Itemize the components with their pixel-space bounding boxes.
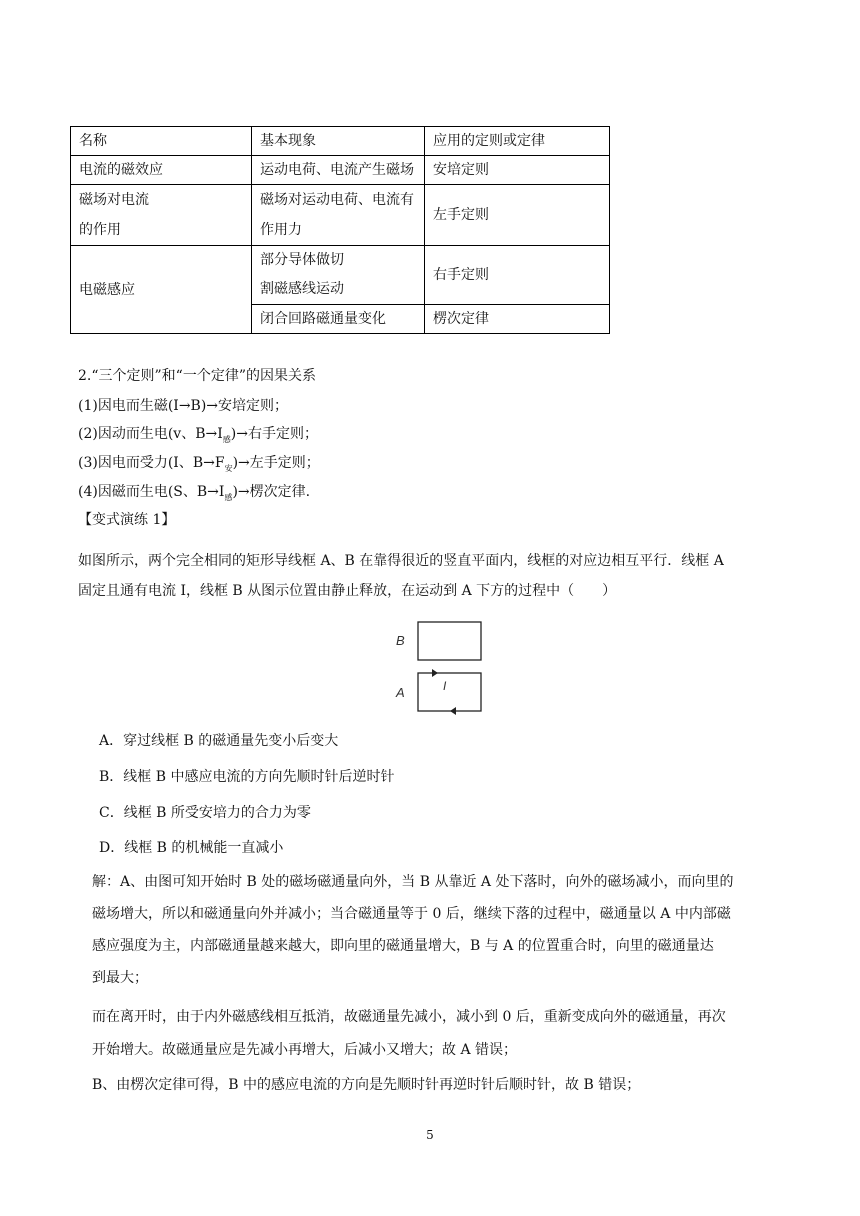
cell-line: 割磁感线运动 bbox=[260, 281, 344, 297]
cell-line: 的作用 bbox=[79, 222, 121, 238]
subscript: 感 bbox=[224, 493, 233, 502]
solution-line: 解：A、由图可知开始时 B 处的磁场磁通量向外，当 B 从靠近 A 处下落时，向外的磁场减小，而向里的 bbox=[92, 874, 734, 890]
label-current: I bbox=[443, 679, 447, 693]
frame-a bbox=[418, 673, 481, 711]
list-item-text: )→右手定则； bbox=[230, 426, 318, 442]
rules-table bbox=[70, 126, 610, 334]
solution-line: 而在离开时，由于内外磁感线相互抵消，故磁通量先减小，减小到 0 后，重新变成向外的磁通量，再次 bbox=[92, 1009, 726, 1025]
option-b: B．线框 B 中感应电流的方向先顺时针后逆时针 bbox=[99, 769, 395, 785]
table-cell: 运动电荷、电流产生磁场 bbox=[252, 156, 425, 185]
exercise-heading: 【变式演练 1】 bbox=[78, 512, 176, 528]
table-row bbox=[71, 156, 610, 185]
table-cell bbox=[252, 246, 425, 305]
table-row bbox=[71, 185, 610, 246]
list-item-text: )→楞次定律. bbox=[232, 484, 311, 500]
table-cell: 闭合回路磁通量变化 bbox=[252, 305, 425, 334]
question-line: 如图所示，两个完全相同的矩形导线框 A、B 在靠得很近的竖直平面内，线框的对应边相互平行．线框 A bbox=[78, 553, 724, 569]
arrow-left-icon bbox=[450, 707, 456, 715]
page-number: 5 bbox=[426, 1128, 434, 1142]
solution-line: 磁场增大，所以和磁通量向外并减小；当合磁通量等于 0 后，继续下落的过程中，磁通量以 A 中内部磁 bbox=[92, 906, 731, 922]
list-item-text: (3)因电而受力(I、B→F bbox=[78, 455, 225, 471]
table-cell bbox=[252, 185, 425, 246]
table-cell: 右手定则 bbox=[425, 246, 610, 305]
label-b: B bbox=[396, 633, 405, 648]
section-title: 2.“三个定则”和“一个定律”的因果关系 bbox=[78, 368, 316, 384]
arrow-right-icon bbox=[432, 669, 438, 677]
table-cell: 电流的磁效应 bbox=[71, 156, 252, 185]
subscript: 安 bbox=[224, 464, 233, 473]
cell-line: 部分导体做切 bbox=[260, 252, 344, 268]
label-a: A bbox=[396, 685, 405, 700]
list-item-text: (4)因磁而生电(S、B→I bbox=[78, 484, 225, 500]
option-d: D．线框 B 的机械能一直减小 bbox=[99, 840, 284, 856]
table-cell: 电磁感应 bbox=[71, 246, 252, 334]
solution-line: 到最大； bbox=[92, 970, 148, 986]
list-item bbox=[78, 482, 310, 504]
list-item-text: (2)因动而生电(v、B→I bbox=[78, 426, 223, 442]
solution-line: 开始增大。故磁通量应是先减小再增大，后减小又增大；故 A 错误； bbox=[92, 1042, 518, 1058]
frame-b bbox=[418, 622, 481, 660]
option-c: C．线框 B 所受安培力的合力为零 bbox=[99, 805, 311, 821]
table-cell: 楞次定律 bbox=[425, 305, 610, 334]
list-item bbox=[78, 424, 318, 446]
coils-figure bbox=[388, 614, 492, 718]
table-header-cell: 应用的定则或定律 bbox=[425, 127, 610, 156]
subscript: 感 bbox=[222, 435, 231, 444]
solution-line: B、由楞次定律可得，B 中的感应电流的方向是先顺时针再逆时针后顺时针，故 B 错误； bbox=[92, 1077, 641, 1093]
table-cell: 左手定则 bbox=[425, 185, 610, 246]
cell-line: 磁场对运动电荷、电流有 bbox=[260, 192, 414, 208]
solution-line: 感应强度为主，内部磁通量越来越大，即向里的磁通量增大，B 与 A 的位置重合时，向里的磁通量达 bbox=[92, 938, 714, 954]
list-item-text: )→左手定则； bbox=[232, 455, 320, 471]
question-line: 固定且通有电流 I，线框 B 从图示位置由静止释放，在运动到 A 下方的过程中（ ） bbox=[78, 583, 617, 599]
table-cell: 安培定则 bbox=[425, 156, 610, 185]
list-item: (1)因电而生磁(I→B)→安培定则； bbox=[78, 398, 289, 414]
table-header-row bbox=[71, 127, 610, 156]
cell-line: 作用力 bbox=[260, 222, 302, 238]
table-cell bbox=[71, 185, 252, 246]
table-header-cell: 基本现象 bbox=[252, 127, 425, 156]
table-row bbox=[71, 246, 610, 305]
option-a: A．穿过线框 B 的磁通量先变小后变大 bbox=[99, 733, 339, 749]
table-header-cell: 名称 bbox=[71, 127, 252, 156]
list-item bbox=[78, 453, 320, 475]
cell-line: 磁场对电流 bbox=[79, 192, 149, 208]
